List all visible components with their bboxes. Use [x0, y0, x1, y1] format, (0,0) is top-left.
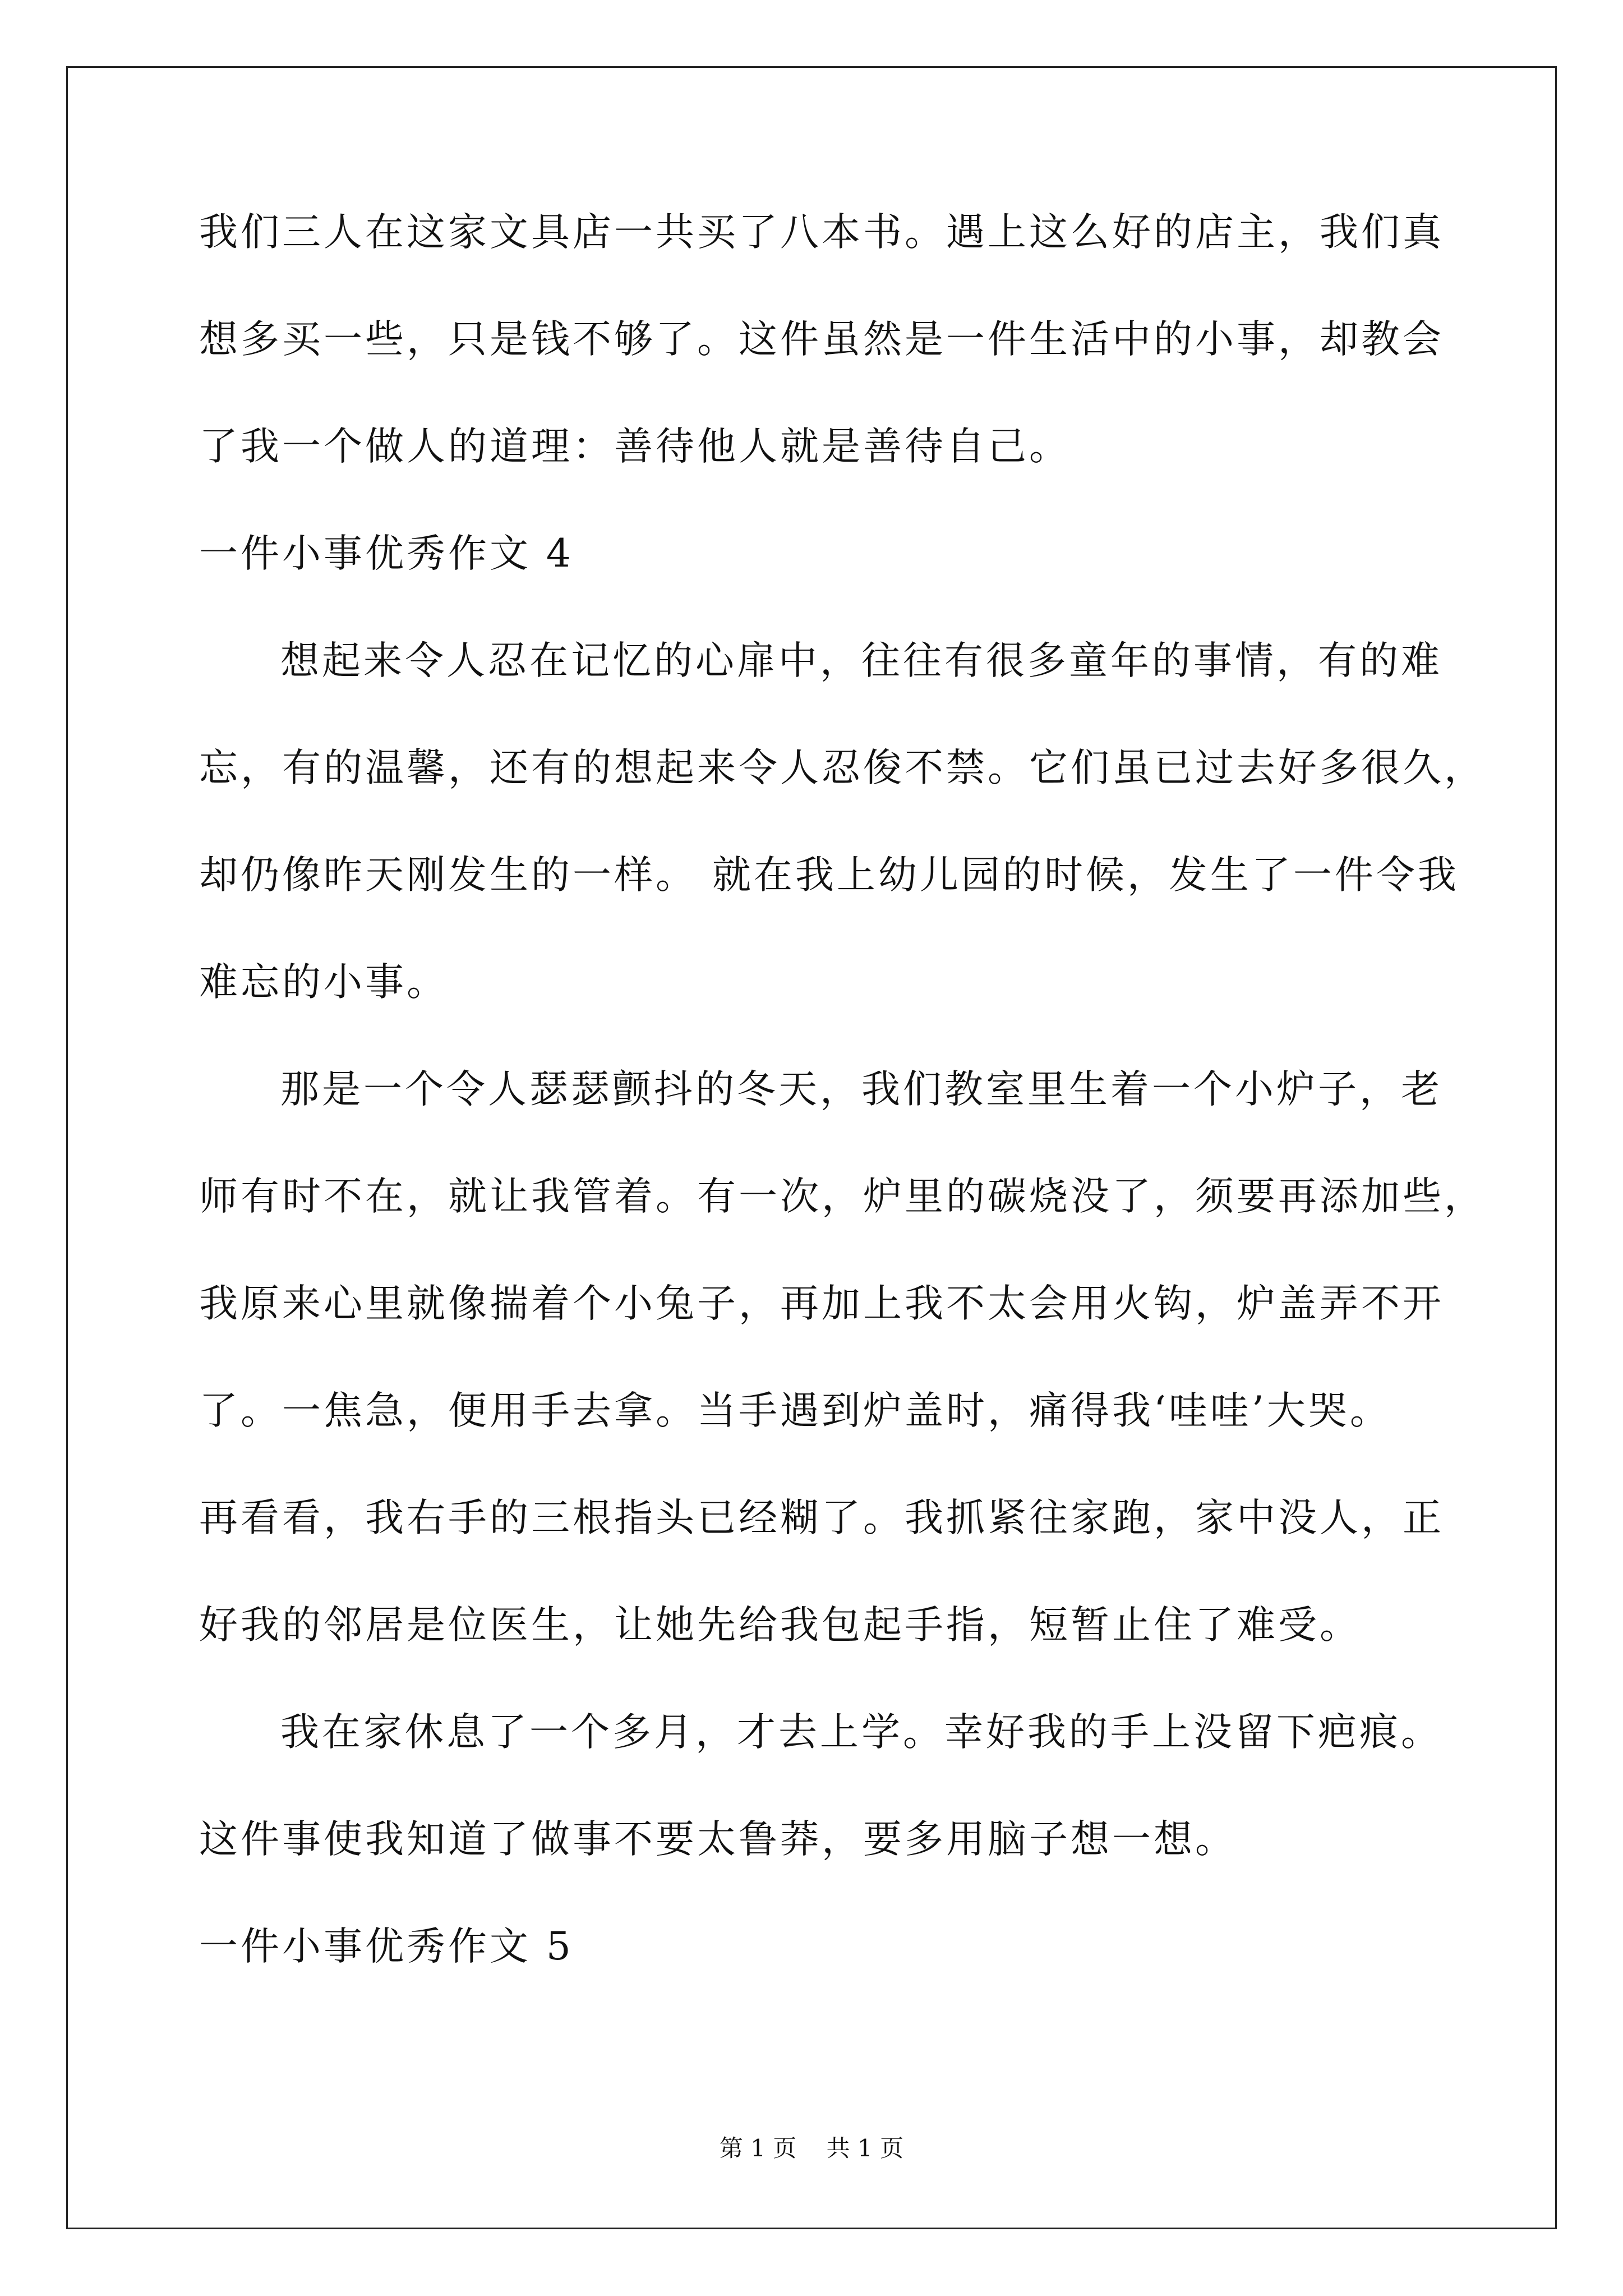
text-line: 想起来令人忍在记忆的心扉中，往往有很多童年的事情，有的难 — [280, 638, 1442, 683]
page-number: 第 1 页 — [719, 2134, 797, 2162]
text-line: 了我一个做人的道理：善待他人就是善待自己。 — [199, 424, 1071, 469]
text-line: 好我的邻居是位医生，让她先给我包起手指，短暂止住了难受。 — [199, 1603, 1361, 1648]
page-total: 共 1 页 — [826, 2134, 904, 2162]
text-line: 却仍像昨天刚发生的一样。 就在我上幼儿园的时候，发生了一件令我 — [199, 853, 1459, 898]
section-heading: 一件小事优秀作文 4 — [199, 531, 574, 576]
text-line: 这件事使我知道了做事不要太鲁莽，要多用脑子想一想。 — [199, 1817, 1237, 1862]
text-line: 那是一个令人瑟瑟颤抖的冬天，我们教室里生着一个小炉子，老 — [280, 1067, 1442, 1112]
text-line: 师有时不在，就让我管着。有一次，炉里的碳烧没了，须要再添加些， — [199, 1174, 1486, 1219]
text-line: 我原来心里就像揣着个小兔子，再加上我不太会用火钩，炉盖弄不开 — [199, 1281, 1444, 1326]
text-line: 我们三人在这家文具店一共买了八本书。遇上这么好的店主，我们真 — [199, 210, 1444, 255]
text-line: 我在家休息了一个多月，才去上学。幸好我的手上没留下疤痕。 — [280, 1710, 1442, 1755]
text-line: 了。一焦急，便用手去拿。当手遇到炉盖时，痛得我‘哇哇’大哭。 — [199, 1388, 1391, 1433]
page-footer — [0, 2134, 1623, 2162]
text-line: 忘，有的温馨，还有的想起来令人忍俊不禁。它们虽已过去好多很久， — [199, 746, 1486, 790]
text-line: 再看看，我右手的三根指头已经糊了。我抓紧往家跑，家中没人，正 — [199, 1496, 1444, 1540]
document-body — [199, 210, 1486, 1969]
section-heading: 一件小事优秀作文 5 — [199, 1924, 574, 1969]
text-line: 难忘的小事。 — [199, 960, 448, 1005]
text-line: 想多买一些，只是钱不够了。这件虽然是一件生活中的小事，却教会 — [199, 317, 1444, 362]
